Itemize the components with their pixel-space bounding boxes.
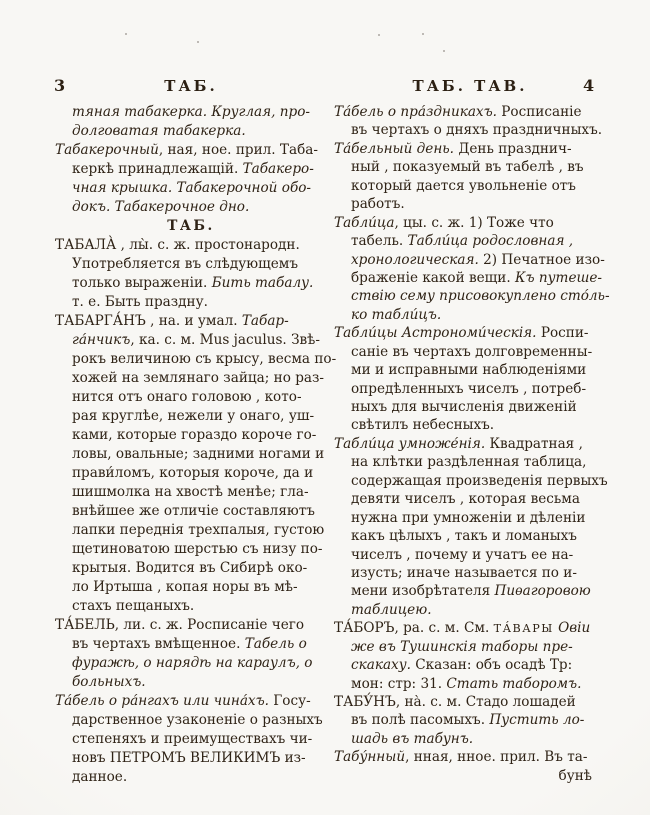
italic-text: Овіи bbox=[558, 620, 591, 637]
body-text: свѣтилъ небесныхъ. bbox=[351, 417, 495, 434]
body-text: нужна при умноженіи и дѣленіи bbox=[351, 509, 586, 526]
text-line bbox=[334, 232, 606, 250]
italic-text: больныхъ. bbox=[72, 674, 146, 690]
italic-text: Пустить ло- bbox=[489, 712, 585, 729]
italic-text: Табар- bbox=[241, 313, 289, 329]
section-heading: ТАБ. bbox=[167, 218, 215, 234]
text-line bbox=[334, 546, 606, 564]
italic-text: Пиѳагоровою bbox=[494, 583, 591, 600]
text-line bbox=[55, 426, 327, 445]
body-text: ТАБАЛА̀ , лы̀. с. ж. простонародн. bbox=[55, 237, 300, 253]
italic-text: Табель о bbox=[244, 636, 307, 652]
text-line bbox=[334, 398, 606, 416]
text-line bbox=[334, 619, 606, 637]
text-line bbox=[55, 464, 327, 483]
left-running-head: ТАБ. bbox=[164, 77, 218, 95]
body-text: нится отъ онаго головою , кото- bbox=[72, 389, 302, 405]
italic-text: чная крышка. Табакерочной обо- bbox=[72, 180, 312, 196]
text-line bbox=[55, 179, 327, 198]
body-text: саніе въ чертахъ долговременны- bbox=[351, 343, 593, 360]
text-line bbox=[55, 236, 327, 255]
body-text: ками, которые гораздо короче го- bbox=[72, 427, 317, 443]
body-text: Росписаніе bbox=[496, 104, 582, 120]
body-text: браженіе какой вещи. bbox=[351, 269, 516, 286]
body-text: хожей на землянаго зайца; но раз- bbox=[72, 370, 325, 386]
text-line bbox=[334, 582, 606, 600]
italic-text: Табли́ца умноже́нія. bbox=[334, 435, 486, 452]
body-text: ТА́БОРЪ, ра. с. м. См. bbox=[334, 620, 494, 637]
text-line bbox=[334, 601, 606, 619]
text-line bbox=[334, 158, 606, 176]
text-line bbox=[334, 730, 606, 748]
text-line bbox=[55, 559, 327, 578]
text-line bbox=[55, 255, 327, 274]
text-line bbox=[334, 140, 606, 158]
italic-text: Та́бель о ра́нгахъ или чина́хъ. bbox=[55, 693, 269, 709]
paper-speck bbox=[197, 41, 199, 43]
text-line bbox=[55, 768, 327, 787]
text-line bbox=[55, 616, 327, 635]
body-text: ТАБАРГА́НЪ , на. и умал. bbox=[55, 313, 242, 329]
text-line bbox=[334, 103, 606, 121]
text-line bbox=[55, 635, 327, 654]
text-line bbox=[55, 160, 327, 179]
text-line bbox=[55, 711, 327, 730]
paper-speck bbox=[378, 34, 380, 36]
italic-text: скакаху. bbox=[351, 657, 411, 674]
text-line bbox=[334, 748, 606, 766]
text-line bbox=[55, 388, 327, 407]
body-text: , нная, нное. прил. Въ та- bbox=[405, 749, 588, 766]
body-text: лапки переднія трехпалыя, густою bbox=[72, 522, 325, 538]
right-running-head: ТАБ. ТАВ. bbox=[412, 77, 528, 95]
body-text: , ка. с. м. Mus jaculus. Звѣ- bbox=[130, 332, 320, 348]
text-line bbox=[55, 673, 327, 692]
body-text: ловы, овальные; задними ногами и bbox=[72, 446, 325, 462]
body-text: новъ ПЕТРОМЪ ВЕЛИКИМЪ из- bbox=[72, 750, 306, 766]
text-line bbox=[55, 502, 327, 521]
body-text: Сказан: объ осадѣ Тр: bbox=[410, 657, 573, 674]
text-line bbox=[334, 472, 606, 490]
text-line bbox=[55, 369, 327, 388]
right-column-number: 4 bbox=[583, 76, 595, 95]
text-line bbox=[55, 749, 327, 768]
paper-speck bbox=[125, 33, 127, 35]
body-text: Роспи- bbox=[536, 325, 589, 342]
text-line bbox=[55, 521, 327, 540]
text-line bbox=[55, 692, 327, 711]
italic-text: Та́бель о пра́здникахъ. bbox=[334, 104, 497, 120]
text-line bbox=[55, 122, 327, 141]
left-column-number: 3 bbox=[54, 76, 66, 95]
text-line bbox=[334, 195, 606, 213]
body-text: ми и исправными наблюденіями bbox=[351, 362, 587, 379]
text-line bbox=[55, 407, 327, 426]
right-text-column bbox=[334, 103, 610, 785]
italic-text: долговатая табакерка. bbox=[72, 123, 246, 139]
body-text: т. е. Быть праздну. bbox=[72, 294, 208, 310]
text-line bbox=[334, 343, 606, 361]
body-text: Употребляется въ слѣдующемъ bbox=[72, 256, 298, 272]
text-line bbox=[55, 730, 327, 749]
body-text: ТА́БЕЛЬ, ли. с. ж. Росписаніе чего bbox=[55, 617, 305, 633]
text-line bbox=[334, 435, 606, 453]
body-text: щетиноватою шерстью съ низу по- bbox=[72, 541, 323, 557]
body-text: изусть; иначе называется по и- bbox=[351, 564, 577, 581]
text-line bbox=[55, 293, 327, 312]
text-line bbox=[55, 103, 327, 122]
text-line bbox=[55, 331, 327, 350]
paper-speck bbox=[443, 50, 445, 52]
paper-speck bbox=[422, 33, 424, 35]
italic-text: Табу́нный bbox=[334, 749, 406, 766]
body-text: рая круглѣе, нежели у онаго, уш- bbox=[72, 408, 315, 424]
body-text: , цы. с. ж. 1) Тоже что bbox=[394, 214, 554, 231]
italic-text: фуражѣ, о нарядѣ на караулъ, о bbox=[72, 655, 313, 671]
text-line bbox=[334, 675, 606, 693]
body-text: шишмолка на хвостѣ менѣе; гла- bbox=[72, 484, 309, 500]
body-text: керкѣ принадлежащій. bbox=[72, 161, 243, 177]
body-text: въ чертахъ вмѣщенное. bbox=[72, 636, 245, 652]
body-text: содержащая произведенія первыхъ bbox=[351, 472, 608, 489]
text-line bbox=[334, 711, 606, 729]
text-line bbox=[334, 656, 606, 674]
body-text: степеняхъ и преимуществахъ чи- bbox=[72, 731, 313, 747]
italic-text: тяная табакерка. Круглая, про- bbox=[72, 104, 311, 120]
body-text: дарственное узаконеніе о разныхъ bbox=[72, 712, 323, 728]
text-line bbox=[334, 269, 606, 287]
text-line bbox=[334, 509, 606, 527]
text-line bbox=[334, 177, 606, 195]
body-text: въ полѣ пасомыхъ. bbox=[351, 712, 490, 729]
text-line bbox=[334, 638, 606, 656]
body-text: въ чертахъ о дняхъ праздничныхъ. bbox=[351, 122, 603, 139]
body-text: 2) Печатное изо- bbox=[478, 251, 605, 268]
text-line bbox=[334, 324, 606, 342]
body-text: мон: стр: 31. bbox=[351, 675, 447, 692]
italic-text: Табли́ца родословная , bbox=[407, 233, 574, 250]
body-text: День празднич- bbox=[454, 140, 572, 157]
text-line bbox=[334, 121, 606, 139]
text-line bbox=[334, 693, 606, 711]
text-line bbox=[334, 361, 606, 379]
text-line bbox=[334, 214, 606, 232]
body-text: ный , показуемый въ табелѣ , въ bbox=[351, 159, 584, 176]
text-line bbox=[55, 483, 327, 502]
text-line bbox=[334, 416, 606, 434]
text-line bbox=[55, 350, 337, 369]
italic-text: Та́бельный день. bbox=[334, 140, 455, 157]
text-line bbox=[334, 287, 610, 305]
body-text: данное. bbox=[72, 769, 128, 785]
italic-text: Стать таборомъ. bbox=[446, 675, 582, 692]
italic-text: же въ Тушинскія таборы пре- bbox=[351, 638, 573, 655]
text-line bbox=[55, 141, 327, 160]
text-line bbox=[334, 453, 606, 471]
body-text: ныхъ для вычисленія движеній bbox=[351, 399, 577, 415]
text-line bbox=[55, 654, 327, 673]
text-line bbox=[334, 490, 606, 508]
body-text: какъ цѣлыхъ , такъ и ломаныхъ bbox=[351, 528, 577, 545]
italic-text: таблицею. bbox=[351, 601, 432, 618]
italic-text: хронологическая. bbox=[351, 251, 479, 268]
body-text: крытыя. Водится въ Сибирѣ око- bbox=[72, 560, 308, 576]
body-text: Квадратная , bbox=[485, 435, 583, 452]
body-text: опредѣленныхъ чиселъ , потреб- bbox=[351, 380, 587, 397]
text-line bbox=[55, 445, 327, 464]
catchword: бунѣ bbox=[558, 767, 592, 784]
text-line bbox=[55, 274, 327, 293]
text-line bbox=[55, 312, 327, 331]
text-line bbox=[55, 540, 327, 559]
body-text: Госу- bbox=[268, 693, 311, 709]
italic-text: Табли́ца bbox=[334, 214, 395, 231]
italic-text: шадь въ табунъ. bbox=[351, 730, 474, 747]
body-text: чиселъ , почему и учатъ ее на- bbox=[351, 546, 574, 563]
smallcaps-reference: ТА́ВАРЫ bbox=[493, 622, 554, 636]
italic-text: Табли́цы Астрономи́ческія. bbox=[334, 325, 537, 342]
body-text: только выраженіи. bbox=[72, 275, 212, 291]
body-text: прави́ломъ, которыя короче, да и bbox=[72, 465, 314, 481]
text-line bbox=[55, 198, 327, 217]
text-line bbox=[55, 597, 327, 616]
body-text: стахъ пещаныхъ. bbox=[72, 598, 195, 614]
body-text: девяти чиселъ , которая весьма bbox=[351, 491, 580, 508]
left-text-column bbox=[55, 103, 337, 787]
italic-text: Табакеро- bbox=[242, 161, 314, 177]
body-text: внѣйшее же отличіе составляютъ bbox=[72, 503, 315, 519]
body-text: который дается увольненіе отъ bbox=[351, 177, 576, 194]
text-line bbox=[55, 578, 327, 597]
body-text: мени изобрѣтателя bbox=[351, 583, 495, 600]
text-line bbox=[334, 380, 606, 398]
italic-text: Табакерочный bbox=[55, 142, 159, 158]
body-text: рокъ величиною съ крысу, весма по- bbox=[72, 351, 337, 367]
body-text: ТАБУ́НЪ, на̀. с. м. Стадо лошадей bbox=[334, 694, 576, 710]
text-line bbox=[334, 306, 606, 324]
italic-text: докъ. Табакерочное дно. bbox=[72, 199, 250, 215]
text-line bbox=[334, 251, 606, 269]
body-text: табель. bbox=[351, 233, 408, 250]
text-line bbox=[334, 527, 606, 545]
italic-text: Бить табалу. bbox=[211, 275, 314, 291]
body-text: работъ. bbox=[351, 196, 405, 213]
body-text: , ная, ное. прил. Таба- bbox=[158, 142, 318, 158]
italic-text: ко табли́цъ. bbox=[351, 306, 442, 323]
text-line bbox=[334, 564, 606, 582]
italic-text: Къ путеше- bbox=[515, 269, 603, 286]
body-text: на клѣтки раздѣленная таблица, bbox=[351, 454, 587, 471]
italic-text: ствію сему присовокуплено сто́ль- bbox=[351, 288, 610, 305]
body-text: ло Иртыша , копая норы въ мѣ- bbox=[72, 579, 298, 595]
italic-text: га́нчикъ bbox=[72, 332, 131, 348]
